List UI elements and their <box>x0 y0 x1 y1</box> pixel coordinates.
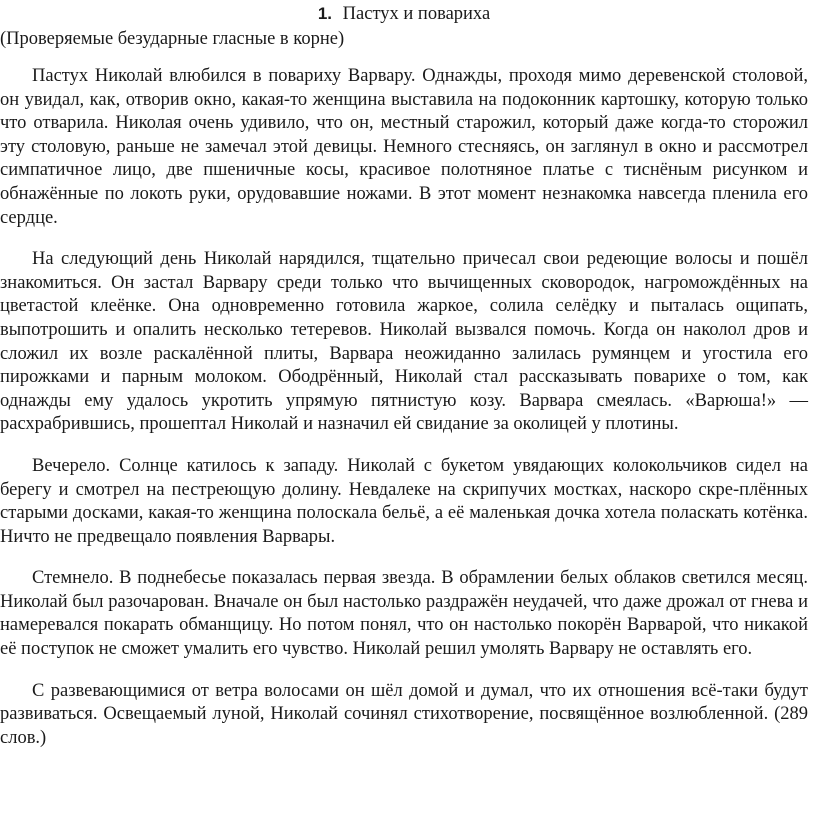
document-subtitle: (Проверяемые безударные гласные в корне) <box>0 29 345 49</box>
heading-title: Пастух и повариха <box>342 4 491 24</box>
heading-number: 1. <box>317 4 333 23</box>
paragraph-1: Пастух Николай влюбился в повариху Варвару. Однажды, проходя мимо деревенской столовой, он увидал, как, отворив окно, какая-то женщина выставила на подоконник картошку, которую только что отварила. Николая очень удивило, что он, местный старожил, который даже когда-то сторожил эту столовую, раньше не замечал этой девицы. Немного стесняясь, он заглянул в окно и рассмотрел симпатичное лицо, две пшеничные косы, красивое полотняное платье с тиснёным рисунком и обнажённые по локоть руки, орудовавшие ножами. В этот момент незнакомка навсегда пленила его сердце. <box>0 66 808 228</box>
paragraph-5: С развевающимися от ветра волосами он шёл домой и думал, что их отношения всё-таки будут развиваться. Освещаемый луной, Николай сочинял стихотворение, посвящённое возлюбленной. (289 слов.) <box>0 680 808 748</box>
paragraph-3: Вечерело. Солнце катилось к западу. Николай с букетом увядающих колокольчиков сидел на берегу и смотрел на пестреющую долину. Невдалеке на скрипучих мостках, наскоро скре-плённых старыми досками, какая-то женщина полоскала бельё, а её маленькая дочка хотела поласкать котёнка. Ничто не предвещало появления Варвары. <box>0 455 808 547</box>
paragraph-4: Стемнело. В поднебесье показалась первая звезда. В обрамлении белых облаков светился месяц. Николай был разочарован. Вначале он был настолько раздражён неудачей, что даже дрожал от гнева и намеревался покарать обманщицу. Но потом понял, что он настолько покорён Варварой, что никакой её поступок не сможет умалить его чувство. Николай решил умолять Варвару не оставлять его. <box>0 568 808 660</box>
paragraph-2: На следующий день Николай нарядился, тщательно причесал свои редеющие волосы и пошёл знакомиться. Он застал Варвару среди только что вычищенных сковородок, нагромождённых на цветастой клеёнке. Она одновременно готовила жаркое, солила селёдку и пыталась ощипать, выпотрошить и опалить несколько тетеревов. Николай вызвался помочь. Когда он наколол дров и сложил их возле раскалённой плиты, Варвара неожиданно залилась румянцем и угостила его пирожками и парным молоком. Ободрённый, Николай стал рассказывать поварихе о том, как однажды ему удалось укротить упрямую пятнистую козу. Варвара смеялась. «Варюша!» — расхрабрившись, прошептал Николай и назначил ей свидание за околицей у плотины. <box>0 249 808 435</box>
document-heading <box>0 3 808 25</box>
